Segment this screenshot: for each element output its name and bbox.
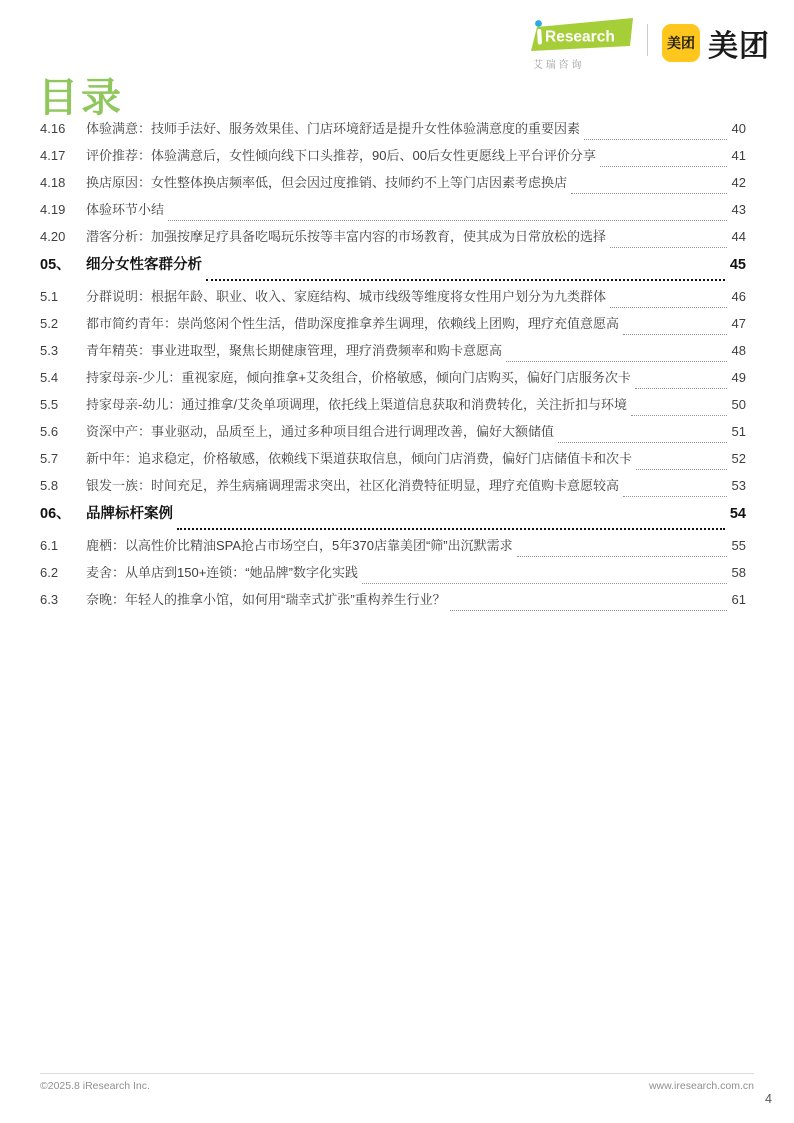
toc-item-row[interactable] — [40, 421, 746, 448]
footer-page-number: 4 — [765, 1092, 772, 1106]
toc-entry-number: 05、 — [40, 257, 71, 273]
toc-leader-dots — [623, 496, 727, 497]
toc-entry-title: 资深中产：事业驱动，品质至上，通过多种项目组合进行调理改善，偏好大额储值 — [86, 424, 555, 439]
toc-entry-number: 5.1 — [40, 289, 59, 304]
toc-item-row[interactable] — [40, 199, 746, 226]
toc-entry-title: 银发一族：时间充足，养生病痛调理需求突出，社区化消费特征明显，理疗充值购卡意愿较高 — [86, 478, 620, 493]
toc-leader-dots — [636, 469, 727, 470]
toc-item-row[interactable] — [40, 313, 746, 340]
toc-leader-dots — [584, 139, 727, 140]
toc-entry-page: 61 — [731, 592, 746, 607]
toc-leader-dots — [450, 610, 727, 611]
toc-leader-dots — [558, 442, 727, 443]
toc-entry-page: 43 — [731, 202, 746, 217]
toc-item-row[interactable] — [40, 118, 746, 145]
toc-list — [40, 118, 746, 616]
toc-leader-dots — [610, 307, 727, 308]
toc-section-row[interactable] — [40, 502, 746, 535]
toc-entry-number: 5.8 — [40, 478, 59, 493]
toc-item-row[interactable] — [40, 226, 746, 253]
footer-divider — [40, 1073, 754, 1074]
toc-item-row[interactable] — [40, 589, 746, 616]
iresearch-logo-icon — [531, 18, 633, 52]
toc-leader-dots — [517, 556, 727, 557]
toc-entry-number: 6.1 — [40, 538, 59, 553]
toc-entry-number: 6.3 — [40, 592, 59, 607]
toc-entry-number: 5.3 — [40, 343, 59, 358]
toc-entry-number: 4.16 — [40, 121, 66, 136]
toc-entry-title: 体验环节小结 — [86, 202, 165, 217]
toc-leader-dots — [631, 415, 727, 416]
toc-leader-dots — [600, 166, 727, 167]
toc-entry-page: 48 — [731, 343, 746, 358]
toc-entry-title: 青年精英：事业进取型，聚焦长期健康管理，理疗消费频率和购卡意愿高 — [86, 343, 503, 358]
toc-entry-title: 都市简约青年：崇尚悠闲个性生活，借助深度推拿养生调理，依赖线上团购，理疗充值意愿高 — [86, 316, 620, 331]
toc-section-row[interactable] — [40, 253, 746, 286]
toc-entry-page: 58 — [731, 565, 746, 580]
toc-entry-number: 06、 — [40, 506, 71, 522]
toc-item-row[interactable] — [40, 535, 746, 562]
toc-entry-number: 5.6 — [40, 424, 59, 439]
toc-entry-title: 奈晚：年轻人的推拿小馆，如何用“瑞幸式扩张”重构养生行业？ — [86, 592, 446, 607]
toc-entry-page: 53 — [731, 478, 746, 493]
toc-entry-page: 49 — [731, 370, 746, 385]
toc-item-row[interactable] — [40, 145, 746, 172]
toc-entry-title: 麦舍：从单店到150+连锁：“她品牌”数字化实践 — [86, 565, 358, 580]
toc-entry-number: 4.18 — [40, 175, 66, 190]
toc-item-row[interactable] — [40, 340, 746, 367]
toc-item-row[interactable] — [40, 475, 746, 502]
toc-entry-title: 鹿栖：以高性价比精油SPA抢占市场空白，5年370店靠美团“筛”出沉默需求 — [86, 538, 513, 553]
toc-entry-number: 4.17 — [40, 148, 66, 163]
toc-leader-dots — [635, 388, 727, 389]
toc-entry-number: 5.2 — [40, 316, 59, 331]
toc-entry-number: 4.19 — [40, 202, 66, 217]
toc-entry-title: 品牌标杆案例 — [86, 506, 173, 522]
footer-copyright: ©2025.8 iResearch Inc. — [40, 1080, 150, 1092]
header-logo-divider — [647, 24, 648, 56]
toc-leader-dots — [623, 334, 727, 335]
toc-entry-title: 分群说明：根据年龄、职业、收入、家庭结构、城市线级等维度将女性用户划分为九类群体 — [86, 289, 607, 304]
toc-entry-number: 5.5 — [40, 397, 59, 412]
toc-entry-page: 54 — [729, 506, 746, 522]
toc-entry-title: 换店原因：女性整体换店频率低，但会因过度推销、技师约不上等门店因素考虑换店 — [86, 175, 568, 190]
meituan-wordmark: 美团 — [708, 30, 770, 63]
toc-entry-page: 52 — [731, 451, 746, 466]
toc-entry-title: 持家母亲-幼儿：通过推拿/艾灸单项调理，依托线上渠道信息获取和消费转化，关注折扣与环境 — [86, 397, 627, 412]
toc-item-row[interactable] — [40, 448, 746, 475]
toc-entry-page: 42 — [731, 175, 746, 190]
iresearch-wordmark: Research — [545, 28, 615, 46]
toc-entry-page: 40 — [731, 121, 746, 136]
toc-entry-title: 细分女性客群分析 — [86, 257, 202, 273]
toc-entry-title: 持家母亲-少儿：重视家庭，倾向推拿+艾灸组合，价格敏感，倾向门店购买，偏好门店服务次卡 — [86, 370, 631, 385]
toc-item-row[interactable] — [40, 286, 746, 313]
toc-entry-page: 45 — [729, 257, 746, 273]
toc-leader-dots — [506, 361, 727, 362]
toc-leader-dots — [362, 583, 727, 584]
iresearch-logo — [531, 18, 633, 71]
toc-leader-dots — [177, 528, 725, 530]
toc-entry-number: 5.7 — [40, 451, 59, 466]
toc-entry-page: 41 — [731, 148, 746, 163]
toc-leader-dots — [571, 193, 727, 194]
toc-entry-page: 55 — [731, 538, 746, 553]
header-brand-area — [531, 18, 770, 71]
toc-entry-page: 44 — [731, 229, 746, 244]
toc-leader-dots — [610, 247, 727, 248]
toc-item-row[interactable] — [40, 394, 746, 421]
toc-entry-page: 47 — [731, 316, 746, 331]
toc-entry-title: 评价推荐：体验满意后，女性倾向线下口头推荐，90后、00后女性更愿线上平台评价分享 — [86, 148, 596, 163]
toc-entry-number: 6.2 — [40, 565, 59, 580]
toc-entry-title: 潜客分析：加强按摩足疗具备吃喝玩乐按等丰富内容的市场教育，使其成为日常放松的选择 — [86, 229, 607, 244]
toc-entry-page: 50 — [731, 397, 746, 412]
toc-entry-title: 新中年：追求稳定，价格敏感，依赖线下渠道获取信息，倾向门店消费，偏好门店储值卡和次卡 — [86, 451, 633, 466]
toc-leader-dots — [206, 279, 725, 281]
page-title: 目录 — [38, 76, 124, 120]
meituan-badge-icon: 美团 — [662, 24, 700, 62]
toc-leader-dots — [168, 220, 727, 221]
footer-website-link[interactable]: www.iresearch.com.cn — [648, 1080, 754, 1092]
toc-entry-title: 体验满意：技师手法好、服务效果佳、门店环境舒适是提升女性体验满意度的重要因素 — [86, 121, 581, 136]
toc-entry-number: 4.20 — [40, 229, 66, 244]
toc-item-row[interactable] — [40, 367, 746, 394]
toc-entry-page: 46 — [731, 289, 746, 304]
toc-entry-page: 51 — [731, 424, 746, 439]
toc-entry-number: 5.4 — [40, 370, 59, 385]
iresearch-chinese-name: 艾 瑞 咨 询 — [533, 60, 582, 71]
meituan-logo — [662, 21, 770, 65]
toc-item-row[interactable] — [40, 562, 746, 589]
toc-item-row[interactable] — [40, 172, 746, 199]
